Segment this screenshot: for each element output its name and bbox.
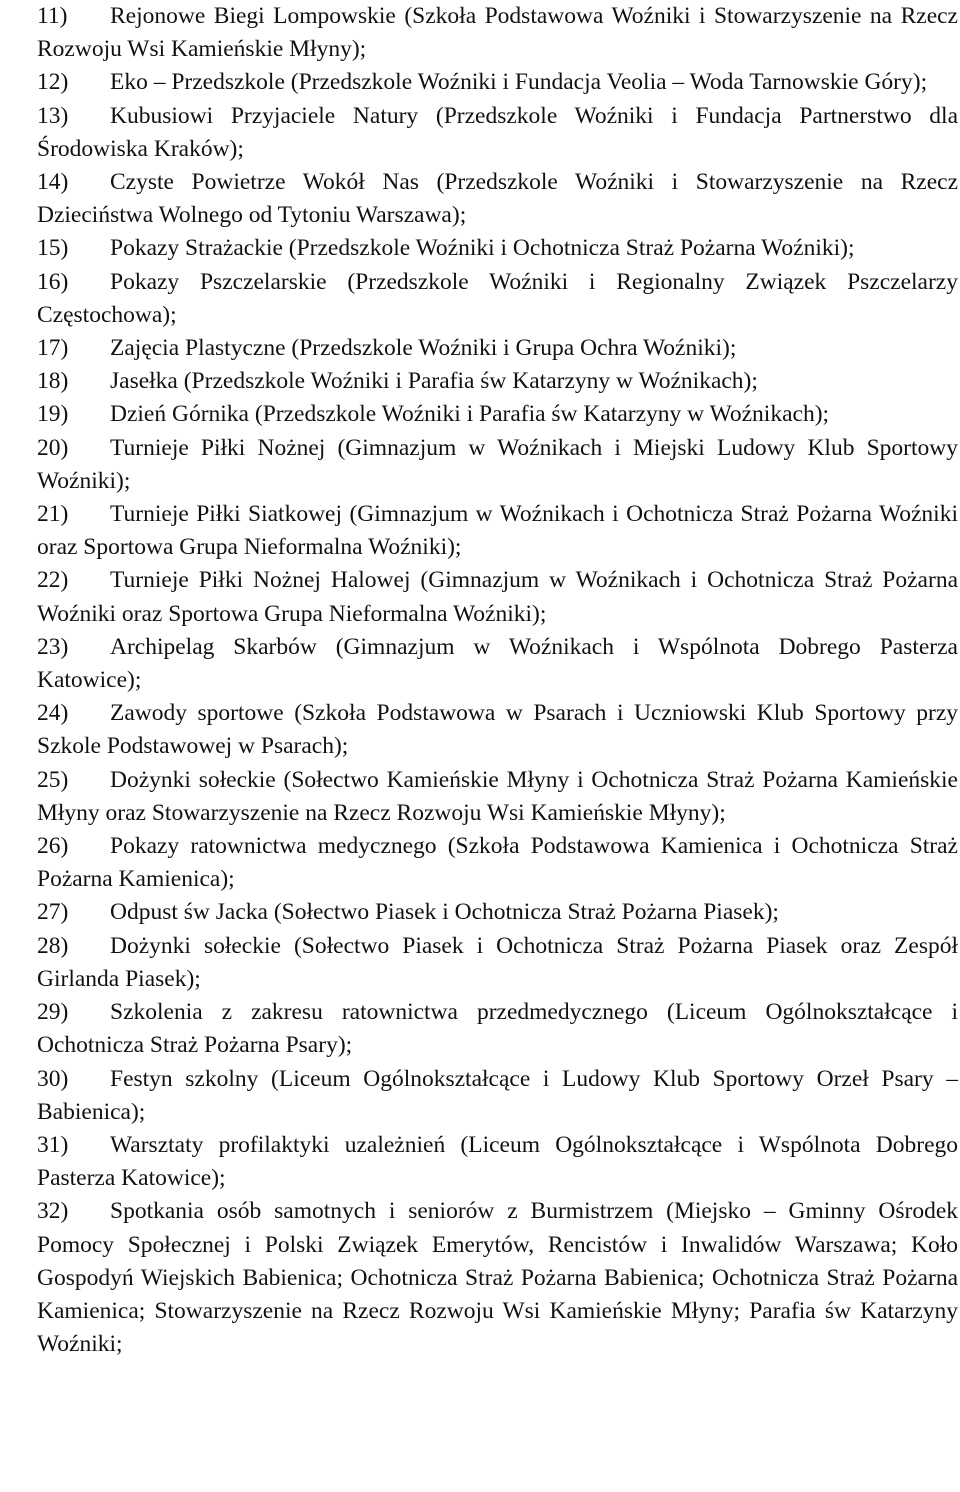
list-item [37, 830, 958, 896]
item-number: 28) [37, 932, 69, 959]
item-number: 12) [37, 69, 69, 96]
item-number: 14) [37, 169, 69, 196]
list-item [37, 930, 958, 996]
item-text: Turnieje Piłki Siatkowej (Gimnazjum w Woźnikach i Ochotnicza Straż Pożarna Woźniki oraz Sportowa Grupa Nieformalna Woźniki); [37, 501, 958, 561]
item-number: 11) [37, 3, 68, 29]
item-text: Odpust św Jacka (Sołectwo Piasek i Ochotnicza Straż Pożarna Piasek); [110, 899, 779, 926]
item-text: Pokazy Pszczelarskie (Przedszkole Woźniki i Regionalny Związek Pszczelarzy Częstochowa); [37, 268, 958, 328]
list-item [37, 1195, 958, 1361]
item-text: Eko – Przedszkole (Przedszkole Woźniki i Fundacja Veolia – Woda Tarnowskie Góry); [110, 69, 928, 96]
item-number: 21) [37, 501, 69, 528]
item-number: 25) [37, 766, 69, 793]
item-text: Spotkania osób samotnych i seniorów z Burmistrzem (Miejsko – Gminny Ośrodek Pomocy Społecznej i Polski Związek Emerytów, Rencistów i Inwalidów Warszawa; Koło Gospodyń Wiejskich Babienica; Ochotnicza Straż Pożarna Babienica; Ochotnicza Straż Pożarna Kamienica; Stowarzyszenie na Rzecz Rozwoju Wsi Kamieńskie Młyny; Parafia św Katarzyny Woźniki; [37, 1198, 958, 1358]
list-item [37, 1129, 958, 1195]
item-number: 32) [37, 1198, 69, 1225]
item-number: 17) [37, 335, 69, 362]
item-text: Zawody sportowe (Szkoła Podstawowa w Psarach i Uczniowski Klub Sportowy przy Szkole Podstawowej w Psarach); [37, 700, 958, 760]
item-number: 31) [37, 1131, 69, 1158]
item-text: Festyn szkolny (Liceum Ogólnokształcące i Ludowy Klub Sportowy Orzeł Psary – Babienica); [37, 1065, 958, 1125]
list-item [37, 996, 958, 1062]
item-text: Czyste Powietrze Wokół Nas (Przedszkole Woźniki i Stowarzyszenie na Rzecz Dzieciństwa Wolnego od Tytoniu Warszawa); [37, 169, 958, 229]
item-text: Pokazy Strażackie (Przedszkole Woźniki i Ochotnicza Straż Pożarna Woźniki); [110, 235, 855, 262]
item-number: 29) [37, 999, 69, 1026]
list-item [37, 1063, 958, 1129]
item-number: 15) [37, 235, 69, 262]
list-item [37, 697, 958, 763]
item-number: 16) [37, 268, 69, 295]
item-text: Turnieje Piłki Nożnej (Gimnazjum w Woźnikach i Miejski Ludowy Klub Sportowy Woźniki); [37, 434, 958, 494]
list-item [37, 564, 958, 630]
item-text: Dożynki sołeckie (Sołectwo Piasek i Ochotnicza Straż Pożarna Piasek oraz Zespół Girlanda Piasek); [37, 932, 958, 992]
list-item [37, 631, 958, 697]
list-item [37, 100, 958, 166]
item-number: 20) [37, 434, 69, 461]
list-item [37, 166, 958, 232]
item-text: Rejonowe Biegi Lompowskie (Szkoła Podstawowa Woźniki i Stowarzyszenie na Rzecz Rozwoju Wsi Kamieńskie Młyny); [37, 3, 958, 63]
item-text: Turnieje Piłki Nożnej Halowej (Gimnazjum w Woźnikach i Ochotnicza Straż Pożarna Woźniki oraz Sportowa Grupa Nieformalna Woźniki); [37, 567, 958, 627]
item-number: 18) [37, 368, 69, 395]
item-number: 22) [37, 567, 69, 594]
list-item [37, 0, 958, 66]
list-item [37, 498, 958, 564]
item-number: 24) [37, 700, 69, 727]
item-text: Jasełka (Przedszkole Woźniki i Parafia św Katarzyny w Woźnikach); [110, 368, 758, 395]
item-number: 30) [37, 1065, 69, 1092]
list-item [37, 365, 958, 398]
list-item [37, 266, 958, 332]
item-text: Pokazy ratownictwa medycznego (Szkoła Podstawowa Kamienica i Ochotnicza Straż Pożarna Kamienica); [37, 833, 958, 893]
item-text: Warsztaty profilaktyki uzależnień (Liceum Ogólnokształcące i Wspólnota Dobrego Pasterza Katowice); [37, 1131, 958, 1192]
item-number: 27) [37, 899, 69, 926]
list-item [37, 232, 958, 265]
numbered-list [37, 0, 958, 1361]
item-number: 13) [37, 102, 69, 129]
item-text: Dożynki sołeckie (Sołectwo Kamieńskie Młyny i Ochotnicza Straż Pożarna Kamieńskie Młyny oraz Stowarzyszenie na Rzecz Rozwoju Wsi Kamieńskie Młyny); [37, 766, 958, 826]
item-number: 23) [37, 633, 69, 660]
list-item [37, 398, 958, 431]
item-text: Archipelag Skarbów (Gimnazjum w Woźnikach i Wspólnota Dobrego Pasterza Katowice); [37, 633, 958, 694]
item-number: 19) [37, 401, 69, 428]
list-item [37, 432, 958, 498]
list-item [37, 896, 958, 929]
list-item [37, 332, 958, 365]
item-text: Dzień Górnika (Przedszkole Woźniki i Parafia św Katarzyny w Woźnikach); [110, 401, 830, 428]
item-text: Zajęcia Plastyczne (Przedszkole Woźniki i Grupa Ochra Woźniki); [110, 335, 737, 362]
item-text: Kubusiowi Przyjaciele Natury (Przedszkole Woźniki i Fundacja Partnerstwo dla Środowiska Kraków); [37, 102, 958, 162]
list-item [37, 764, 958, 830]
item-text: Szkolenia z zakresu ratownictwa przedmedycznego (Liceum Ogólnokształcące i Ochotnicza Straż Pożarna Psary); [37, 999, 958, 1059]
list-item [37, 66, 958, 99]
item-number: 26) [37, 833, 69, 860]
